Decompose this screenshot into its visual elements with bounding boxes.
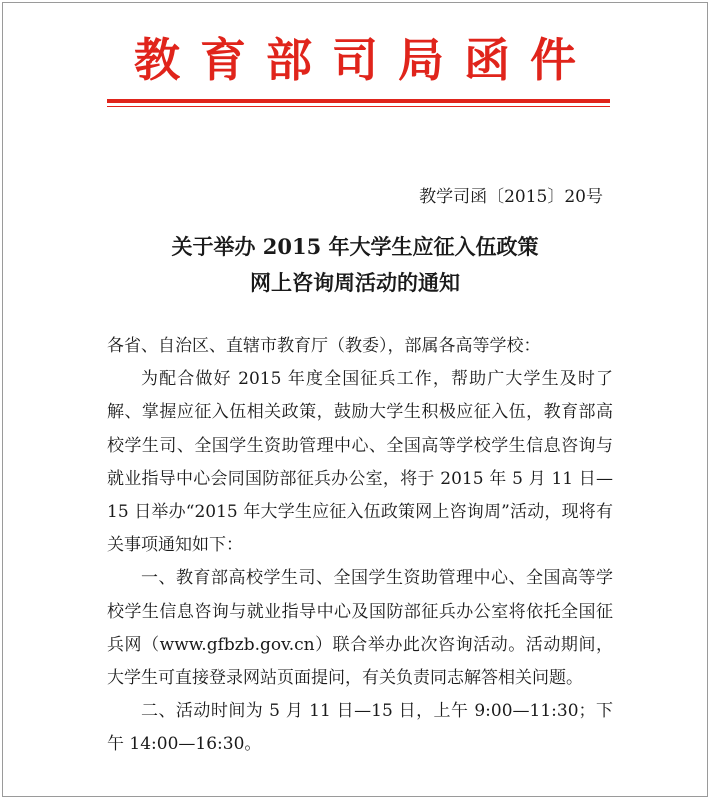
document-body <box>107 330 613 762</box>
salutation: 各省、自治区、直辖市教育厅（教委），部属各高等学校： <box>107 336 541 356</box>
paragraph-item-2: 二、活动时间为 5 月 11 日—15 日，上午 9:00—11:30；下午 14:00—16:30。 <box>107 701 613 755</box>
paragraph-intro: 为配合做好 2015 年度全国征兵工作，帮助广大学生及时了解、掌握应征入伍相关政策，鼓励大学生积极应征入伍，教育部高校学生司、全国学生资助管理中心、全国高等学校学生信息咨询与就业指导中心会同国防部征兵办公室，将于 2015 年 5 月 11 日—15 日举办“2015 年大学生应征入伍政策网上咨询周”活动，现将有关事项通知如下： <box>107 369 613 556</box>
document-page <box>2 2 708 797</box>
masthead-title: 教育部司局函件 <box>134 33 596 87</box>
document-number: 教学司函〔2015〕20号 <box>419 187 603 207</box>
title-line-2: 网上咨询周活动的通知 <box>250 270 460 295</box>
red-rule-thick <box>107 99 610 103</box>
red-rule-thin <box>107 106 610 107</box>
title-line-1: 关于举办 2015 年大学生应征入伍政策 <box>171 234 539 259</box>
paragraph-item-1: 一、教育部高校学生司、全国学生资助管理中心、全国高等学校学生信息咨询与就业指导中心及国防部征兵办公室将依托全国征兵网（www.gfbzb.gov.cn）联合举办此次咨询活动。活动期间，大学生可直接登录网站页面提问，有关负责同志解答相关问题。 <box>107 568 613 689</box>
document-title <box>3 229 707 301</box>
